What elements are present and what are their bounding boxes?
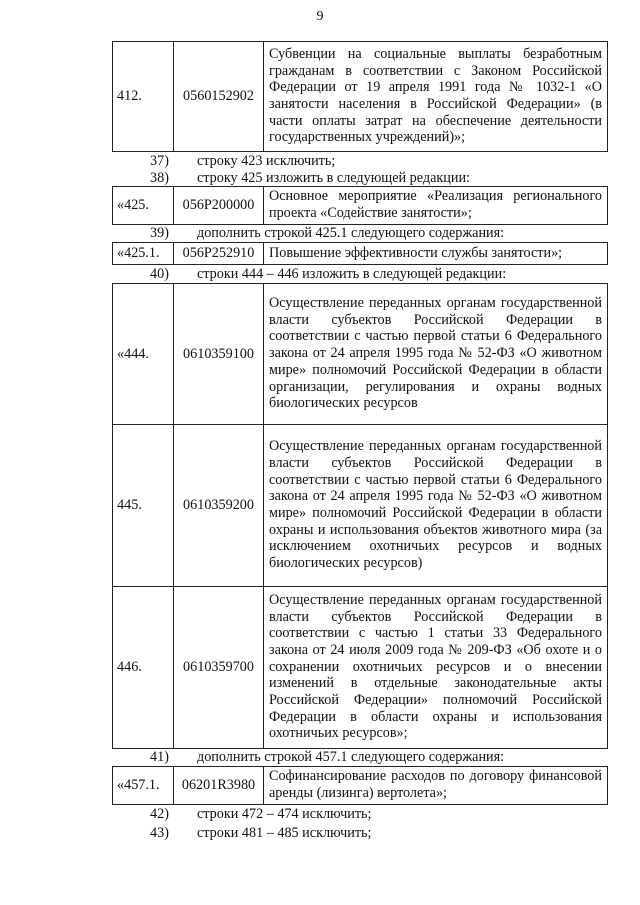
row-number: «457.1. xyxy=(113,767,174,805)
row-number: 445. xyxy=(113,425,174,587)
instruction-number: 38) xyxy=(150,170,169,186)
row-description: Основное мероприятие «Реализация регионального проекта «Содействие занятости»; xyxy=(264,187,608,225)
table-row-412 xyxy=(112,41,608,152)
row-description: Осуществление переданных органам государственной власти субъектов Российской Федерации в соответствии с частью 1 статьи 33 Федерального закона от 24 июля 2009 года № 209-ФЗ «Об охоте и о сохранении охотничьих ресурсов и о внесении изменений в отдельные законодательные акты Российской Федерации» полномочий Российской Федерации в области охраны и использования охотничьих ресурсов»; xyxy=(264,587,608,749)
instruction-text: строки 444 – 446 изложить в следующей редакции: xyxy=(197,266,507,282)
row-code: 06201R3980 xyxy=(174,767,264,805)
row-description: Осуществление переданных органам государственной власти субъектов Российской Федерации в соответствии с частью первой статьи 6 Федерального закона от 24 апреля 1995 года № 52-ФЗ «О животном мире» полномочий Российской Федерации в области организации, регулирования и охраны водных биологических ресурсов xyxy=(264,284,608,425)
instruction-text: дополнить строкой 457.1 следующего содержания: xyxy=(197,749,505,765)
table-row-457-1 xyxy=(112,766,608,805)
table-row-425-1 xyxy=(112,242,608,265)
row-description: Осуществление переданных органам государственной власти субъектов Российской Федерации в соответствии с частью первой статьи 6 Федерального закона от 24 апреля 1995 года № 52-ФЗ «О животном мире» полномочий Российской Федерации в области охраны и использования объектов животного мира (за исключением охотничьих ресурсов и водных биологических ресурсов) xyxy=(264,425,608,587)
row-code: 056P252910 xyxy=(174,243,264,265)
row-number: «425.1. xyxy=(113,243,174,265)
row-code: 0610359100 xyxy=(174,284,264,425)
row-code: 056P200000 xyxy=(174,187,264,225)
instruction-number: 40) xyxy=(150,266,169,282)
table-rows-444-446 xyxy=(112,283,608,749)
instruction-text: дополнить строкой 425.1 следующего содержания: xyxy=(197,225,505,241)
instruction-text: строки 481 – 485 исключить; xyxy=(197,825,372,841)
instruction-number: 39) xyxy=(150,225,169,241)
instruction-number: 43) xyxy=(150,825,169,841)
instruction-text: строки 472 – 474 исключить; xyxy=(197,806,372,822)
row-number: 412. xyxy=(113,42,174,152)
instruction-number: 41) xyxy=(150,749,169,765)
row-number: «444. xyxy=(113,284,174,425)
row-code: 0560152902 xyxy=(174,42,264,152)
row-description: Субвенции на социальные выплаты безработным гражданам в соответствии с Законом Российской Федерации от 19 апреля 1991 года № 1032-1 «О занятости населения в Российской Федерации» (в части оплаты затрат на обеспечение деятельности государственных учреждений)»; xyxy=(264,42,608,152)
instruction-number: 37) xyxy=(150,153,169,169)
row-description: Софинансирование расходов по договору финансовой аренды (лизинга) вертолета»; xyxy=(264,767,608,805)
page-number: 9 xyxy=(316,9,324,24)
row-code: 0610359200 xyxy=(174,425,264,587)
table-row-444 xyxy=(113,284,608,425)
row-code: 0610359700 xyxy=(174,587,264,749)
row-number: «425. xyxy=(113,187,174,225)
row-number: 446. xyxy=(113,587,174,749)
table-row-445 xyxy=(113,425,608,587)
instruction-text: строку 425 изложить в следующей редакции: xyxy=(197,170,470,186)
instruction-number: 42) xyxy=(150,806,169,822)
table-row-425 xyxy=(112,186,608,225)
table-row-446 xyxy=(113,587,608,749)
instruction-text: строку 423 исключить; xyxy=(197,153,336,169)
row-description: Повышение эффективности службы занятости»; xyxy=(264,243,608,265)
